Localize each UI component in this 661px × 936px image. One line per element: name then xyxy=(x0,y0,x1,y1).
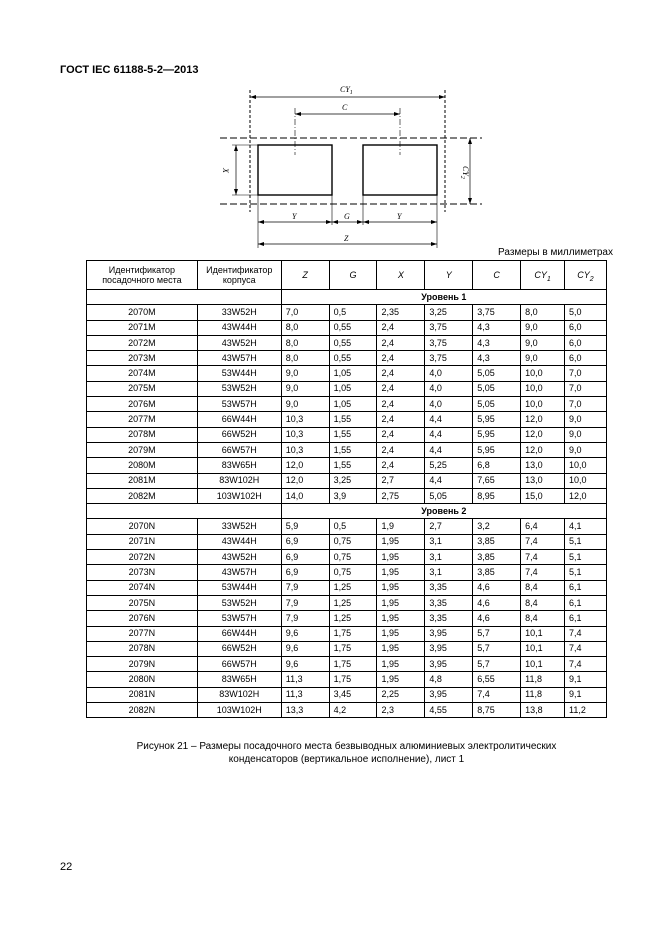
table-cell: 5,1 xyxy=(565,565,607,580)
table-row xyxy=(87,351,607,366)
table-cell: 2080M xyxy=(87,458,198,473)
table-cell: 7,4 xyxy=(521,565,565,580)
table-cell: 4,0 xyxy=(425,397,473,412)
table-row xyxy=(87,595,607,610)
table-row xyxy=(87,473,607,488)
table-cell: 2070M xyxy=(87,305,198,320)
table-cell: 7,4 xyxy=(565,641,607,656)
table-cell: 53W52H xyxy=(197,595,281,610)
table-cell: 2080N xyxy=(87,672,198,687)
table-cell: 9,0 xyxy=(565,412,607,427)
table-cell: 13,0 xyxy=(521,458,565,473)
table-row xyxy=(87,335,607,350)
table-cell: 43W44H xyxy=(197,320,281,335)
table-cell: 6,0 xyxy=(565,320,607,335)
table-cell: 5,05 xyxy=(425,488,473,503)
table-cell: 66W44H xyxy=(197,626,281,641)
table-cell: 2,3 xyxy=(377,703,425,718)
level-row xyxy=(87,290,607,305)
table-cell: 5,25 xyxy=(425,458,473,473)
table-cell: 2074N xyxy=(87,580,198,595)
table-cell: 10,3 xyxy=(281,442,329,457)
table-cell: 1,25 xyxy=(329,611,377,626)
table-cell: 11,2 xyxy=(565,703,607,718)
table-row xyxy=(87,657,607,672)
table-cell: 4,4 xyxy=(425,412,473,427)
table-cell: 3,1 xyxy=(425,550,473,565)
table-cell: 7,9 xyxy=(281,611,329,626)
table-cell: 53W57H xyxy=(197,397,281,412)
table-cell: 2073N xyxy=(87,565,198,580)
table-cell: 2,4 xyxy=(377,351,425,366)
table-cell: 1,95 xyxy=(377,580,425,595)
caption-line-1: Рисунок 21 – Размеры посадочного места безвыводных алюминиевых электролитических xyxy=(136,741,557,752)
table-cell: 2072M xyxy=(87,335,198,350)
table-cell: 0,55 xyxy=(329,351,377,366)
table-cell: 2073M xyxy=(87,351,198,366)
table-cell: 3,95 xyxy=(425,687,473,702)
table-cell: 13,0 xyxy=(521,473,565,488)
table-cell: 4,3 xyxy=(473,335,521,350)
table-cell: 7,4 xyxy=(565,657,607,672)
table-cell: 10,3 xyxy=(281,412,329,427)
table-cell: 1,55 xyxy=(329,442,377,457)
table-cell: 4,8 xyxy=(425,672,473,687)
table-cell: 12,0 xyxy=(521,427,565,442)
table-cell: 1,55 xyxy=(329,427,377,442)
z-label: Z xyxy=(344,234,349,243)
table-cell: 1,95 xyxy=(377,534,425,549)
table-cell: 6,4 xyxy=(521,519,565,534)
table-row xyxy=(87,381,607,396)
header-cy2: $CY_2$ xyxy=(565,261,607,290)
header-case-id: Идентификатор корпуса xyxy=(197,261,281,290)
y-right-label: Y xyxy=(397,212,402,221)
table-cell: 8,0 xyxy=(281,320,329,335)
table-cell: 0,75 xyxy=(329,550,377,565)
table-cell: 9,0 xyxy=(521,351,565,366)
table-row xyxy=(87,703,607,718)
table-cell: 1,05 xyxy=(329,366,377,381)
table-cell: 6,55 xyxy=(473,672,521,687)
table-cell: 2071N xyxy=(87,534,198,549)
table-cell: 7,0 xyxy=(565,366,607,381)
table-cell: 103W102H xyxy=(197,488,281,503)
table-cell: 1,75 xyxy=(329,626,377,641)
table-cell: 1,9 xyxy=(377,519,425,534)
table-row xyxy=(87,458,607,473)
table-cell: 15,0 xyxy=(521,488,565,503)
table-cell: 9,0 xyxy=(281,381,329,396)
table-cell: 2081N xyxy=(87,687,198,702)
table-cell: 1,95 xyxy=(377,672,425,687)
table-cell: 7,0 xyxy=(565,381,607,396)
table-cell: 1,05 xyxy=(329,397,377,412)
table-cell: 12,0 xyxy=(281,473,329,488)
table-cell: 6,1 xyxy=(565,580,607,595)
table-row xyxy=(87,412,607,427)
table-cell: 10,1 xyxy=(521,626,565,641)
table-cell: 2075M xyxy=(87,381,198,396)
document-header: ГОСТ IEC 61188-5-2—2013 xyxy=(60,64,199,76)
table-cell: 3,75 xyxy=(473,305,521,320)
table-cell: 2,4 xyxy=(377,427,425,442)
table-cell: 3,85 xyxy=(473,550,521,565)
table-cell: 9,0 xyxy=(521,335,565,350)
table-cell: 66W52H xyxy=(197,641,281,656)
table-cell: 13,3 xyxy=(281,703,329,718)
table-body xyxy=(87,290,607,718)
table-cell: 5,1 xyxy=(565,550,607,565)
table-cell: 5,05 xyxy=(473,397,521,412)
table-cell: 6,9 xyxy=(281,565,329,580)
table-cell: 3,95 xyxy=(425,657,473,672)
table-cell: 3,75 xyxy=(425,320,473,335)
table-cell: 2,4 xyxy=(377,366,425,381)
table-cell: 7,4 xyxy=(521,550,565,565)
table-cell: 3,85 xyxy=(473,534,521,549)
table-cell: 2,4 xyxy=(377,320,425,335)
table-cell: 2,25 xyxy=(377,687,425,702)
table-cell: 7,4 xyxy=(473,687,521,702)
table-cell: 9,6 xyxy=(281,641,329,656)
table-cell: 9,0 xyxy=(281,366,329,381)
table-cell: 83W65H xyxy=(197,672,281,687)
table-cell: 1,95 xyxy=(377,611,425,626)
table-cell: 2076N xyxy=(87,611,198,626)
table-cell: 3,25 xyxy=(425,305,473,320)
table-row xyxy=(87,672,607,687)
table-cell: 3,2 xyxy=(473,519,521,534)
table-cell: 43W57H xyxy=(197,351,281,366)
table-cell: 3,1 xyxy=(425,565,473,580)
table-cell: 12,0 xyxy=(565,488,607,503)
land-pattern-diagram xyxy=(210,80,490,255)
table-cell: 8,4 xyxy=(521,595,565,610)
table-cell: 5,1 xyxy=(565,534,607,549)
table-cell: 5,7 xyxy=(473,657,521,672)
table-cell: 3,95 xyxy=(425,626,473,641)
table-row xyxy=(87,488,607,503)
table-cell: 7,65 xyxy=(473,473,521,488)
table-cell: 7,9 xyxy=(281,580,329,595)
g-label: G xyxy=(344,212,350,221)
table-cell: 53W44H xyxy=(197,580,281,595)
header-y: Y xyxy=(425,261,473,290)
table-cell: 6,1 xyxy=(565,595,607,610)
table-cell: 9,0 xyxy=(565,442,607,457)
table-row xyxy=(87,580,607,595)
table-cell: 2,7 xyxy=(377,473,425,488)
table-cell: 53W44H xyxy=(197,366,281,381)
table-cell: 1,95 xyxy=(377,641,425,656)
table-cell: 2,75 xyxy=(377,488,425,503)
level-blank-cell xyxy=(87,504,282,519)
table-cell: 2,4 xyxy=(377,335,425,350)
table-cell: 83W65H xyxy=(197,458,281,473)
table-cell: 9,0 xyxy=(281,397,329,412)
table-cell: 10,3 xyxy=(281,427,329,442)
table-cell: 5,95 xyxy=(473,442,521,457)
table-cell: 83W102H xyxy=(197,687,281,702)
table-cell: 66W52H xyxy=(197,427,281,442)
table-cell: 12,0 xyxy=(521,442,565,457)
table-cell: 8,4 xyxy=(521,611,565,626)
table-cell: 3,35 xyxy=(425,595,473,610)
table-cell: 9,0 xyxy=(521,320,565,335)
table-cell: 3,75 xyxy=(425,351,473,366)
level-row xyxy=(87,504,607,519)
table-cell: 66W57H xyxy=(197,657,281,672)
table-cell: 3,45 xyxy=(329,687,377,702)
table-cell: 11,3 xyxy=(281,672,329,687)
table-cell: 4,0 xyxy=(425,381,473,396)
table-cell: 4,6 xyxy=(473,580,521,595)
table-cell: 11,8 xyxy=(521,672,565,687)
table-cell: 0,5 xyxy=(329,305,377,320)
table-row xyxy=(87,641,607,656)
table-cell: 5,05 xyxy=(473,366,521,381)
table-cell: 66W44H xyxy=(197,412,281,427)
table-cell: 7,4 xyxy=(521,534,565,549)
table-cell: 2078M xyxy=(87,427,198,442)
table-cell: 2,7 xyxy=(425,519,473,534)
table-cell: 6,1 xyxy=(565,611,607,626)
table-cell: 0,55 xyxy=(329,320,377,335)
table-cell: 2,4 xyxy=(377,412,425,427)
table-cell: 33W52H xyxy=(197,305,281,320)
level-label: Уровень 1 xyxy=(281,290,606,305)
table-cell: 5,7 xyxy=(473,626,521,641)
table-cell: 2079N xyxy=(87,657,198,672)
table-cell: 3,1 xyxy=(425,534,473,549)
table-cell: 6,8 xyxy=(473,458,521,473)
table-cell: 6,0 xyxy=(565,351,607,366)
table-row xyxy=(87,550,607,565)
table-cell: 8,75 xyxy=(473,703,521,718)
table-cell: 2074M xyxy=(87,366,198,381)
table-cell: 1,55 xyxy=(329,458,377,473)
table-cell: 2082M xyxy=(87,488,198,503)
land-pattern-table xyxy=(86,260,607,718)
table-cell: 2077M xyxy=(87,412,198,427)
table-cell: 2081M xyxy=(87,473,198,488)
figure-caption xyxy=(86,740,607,766)
table-cell: 10,0 xyxy=(565,473,607,488)
header-z: Z xyxy=(281,261,329,290)
table-cell: 4,4 xyxy=(425,473,473,488)
units-note: Размеры в миллиметрах xyxy=(498,247,613,258)
table-cell: 10,0 xyxy=(565,458,607,473)
table-cell: 2075N xyxy=(87,595,198,610)
table-cell: 8,0 xyxy=(281,351,329,366)
table-row xyxy=(87,519,607,534)
x-label: X xyxy=(221,168,230,173)
table-cell: 1,95 xyxy=(377,657,425,672)
table-cell: 5,95 xyxy=(473,412,521,427)
table-cell: 2076M xyxy=(87,397,198,412)
table-cell: 103W102H xyxy=(197,703,281,718)
table-cell: 5,95 xyxy=(473,427,521,442)
table-cell: 83W102H xyxy=(197,473,281,488)
table-header-row xyxy=(87,261,607,290)
table-cell: 10,0 xyxy=(521,397,565,412)
table-cell: 0,75 xyxy=(329,565,377,580)
table-cell: 53W57H xyxy=(197,611,281,626)
table-cell: 8,4 xyxy=(521,580,565,595)
table-cell: 3,95 xyxy=(425,641,473,656)
table-row xyxy=(87,397,607,412)
table-cell: 4,4 xyxy=(425,442,473,457)
table-row xyxy=(87,320,607,335)
table-row xyxy=(87,687,607,702)
table-cell: 3,25 xyxy=(329,473,377,488)
table-cell: 0,5 xyxy=(329,519,377,534)
table-cell: 33W52H xyxy=(197,519,281,534)
table-cell: 1,95 xyxy=(377,550,425,565)
level-blank-cell xyxy=(87,290,282,305)
table-cell: 7,4 xyxy=(565,626,607,641)
table-row xyxy=(87,565,607,580)
table-cell: 2,4 xyxy=(377,397,425,412)
table-cell: 1,75 xyxy=(329,641,377,656)
table-row xyxy=(87,611,607,626)
table-cell: 10,0 xyxy=(521,381,565,396)
table-cell: 53W52H xyxy=(197,381,281,396)
table-cell: 0,75 xyxy=(329,534,377,549)
table-cell: 2078N xyxy=(87,641,198,656)
table-row xyxy=(87,305,607,320)
table-cell: 43W52H xyxy=(197,335,281,350)
table-cell: 2,4 xyxy=(377,458,425,473)
table-cell: 5,7 xyxy=(473,641,521,656)
table-cell: 9,1 xyxy=(565,687,607,702)
table-cell: 3,9 xyxy=(329,488,377,503)
header-g: G xyxy=(329,261,377,290)
table-cell: 4,6 xyxy=(473,595,521,610)
table-cell: 5,9 xyxy=(281,519,329,534)
table-cell: 1,05 xyxy=(329,381,377,396)
table-cell: 2072N xyxy=(87,550,198,565)
c-label: C xyxy=(342,103,348,112)
table-cell: 5,0 xyxy=(565,305,607,320)
table-row xyxy=(87,427,607,442)
table-cell: 9,6 xyxy=(281,626,329,641)
table-cell: 2,4 xyxy=(377,381,425,396)
table-cell: 9,6 xyxy=(281,657,329,672)
table-cell: 10,0 xyxy=(521,366,565,381)
table-row xyxy=(87,442,607,457)
header-x: X xyxy=(377,261,425,290)
caption-line-2: конденсаторов (вертикальное исполнение), лист 1 xyxy=(228,754,465,765)
table-cell: 3,85 xyxy=(473,565,521,580)
table-cell: 1,25 xyxy=(329,580,377,595)
table-cell: 6,9 xyxy=(281,534,329,549)
table-cell: 12,0 xyxy=(281,458,329,473)
table-cell: 8,0 xyxy=(281,335,329,350)
table-cell: 4,1 xyxy=(565,519,607,534)
table-cell: 1,95 xyxy=(377,565,425,580)
table-cell: 12,0 xyxy=(521,412,565,427)
table-cell: 1,95 xyxy=(377,626,425,641)
table-cell: 1,75 xyxy=(329,657,377,672)
table-cell: 4,3 xyxy=(473,320,521,335)
table-cell: 3,75 xyxy=(425,335,473,350)
table-cell: 2077N xyxy=(87,626,198,641)
table-cell: 2,4 xyxy=(377,442,425,457)
table-cell: 6,9 xyxy=(281,550,329,565)
table-cell: 9,1 xyxy=(565,672,607,687)
cy1-label: $CY_1$ xyxy=(340,85,353,96)
table-cell: 0,55 xyxy=(329,335,377,350)
table-cell: 43W57H xyxy=(197,565,281,580)
table-row xyxy=(87,626,607,641)
table-cell: 1,75 xyxy=(329,672,377,687)
table-cell: 7,0 xyxy=(565,397,607,412)
table-cell: 10,1 xyxy=(521,641,565,656)
table-cell: 4,0 xyxy=(425,366,473,381)
cy2-label: $CY_2$ xyxy=(459,166,470,179)
table-cell: 4,55 xyxy=(425,703,473,718)
table-cell: 43W52H xyxy=(197,550,281,565)
header-cy1: $CY_1$ xyxy=(521,261,565,290)
table-row xyxy=(87,534,607,549)
table-cell: 8,95 xyxy=(473,488,521,503)
table-cell: 2082N xyxy=(87,703,198,718)
table-cell: 13,8 xyxy=(521,703,565,718)
table-cell: 2070N xyxy=(87,519,198,534)
table-cell: 4,4 xyxy=(425,427,473,442)
header-c: C xyxy=(473,261,521,290)
table-cell: 1,25 xyxy=(329,595,377,610)
table-cell: 3,35 xyxy=(425,611,473,626)
level-label: Уровень 2 xyxy=(281,504,606,519)
table-row xyxy=(87,366,607,381)
table-cell: 4,2 xyxy=(329,703,377,718)
page-number: 22 xyxy=(60,861,73,873)
table-cell: 43W44H xyxy=(197,534,281,549)
table-cell: 8,0 xyxy=(521,305,565,320)
table-cell: 4,3 xyxy=(473,351,521,366)
table-cell: 4,6 xyxy=(473,611,521,626)
header-land-id: Идентификатор посадочного места xyxy=(87,261,198,290)
table-cell: 6,0 xyxy=(565,335,607,350)
table-cell: 3,35 xyxy=(425,580,473,595)
table-cell: 66W57H xyxy=(197,442,281,457)
table-cell: 2071M xyxy=(87,320,198,335)
table-cell: 5,05 xyxy=(473,381,521,396)
table-cell: 1,95 xyxy=(377,595,425,610)
table-cell: 10,1 xyxy=(521,657,565,672)
table-cell: 7,0 xyxy=(281,305,329,320)
table-cell: 2,35 xyxy=(377,305,425,320)
table-cell: 11,8 xyxy=(521,687,565,702)
table-cell: 11,3 xyxy=(281,687,329,702)
table-cell: 7,9 xyxy=(281,595,329,610)
table-cell: 9,0 xyxy=(565,427,607,442)
y-left-label: Y xyxy=(292,212,297,221)
table-cell: 14,0 xyxy=(281,488,329,503)
table-cell: 2079M xyxy=(87,442,198,457)
table-cell: 1,55 xyxy=(329,412,377,427)
